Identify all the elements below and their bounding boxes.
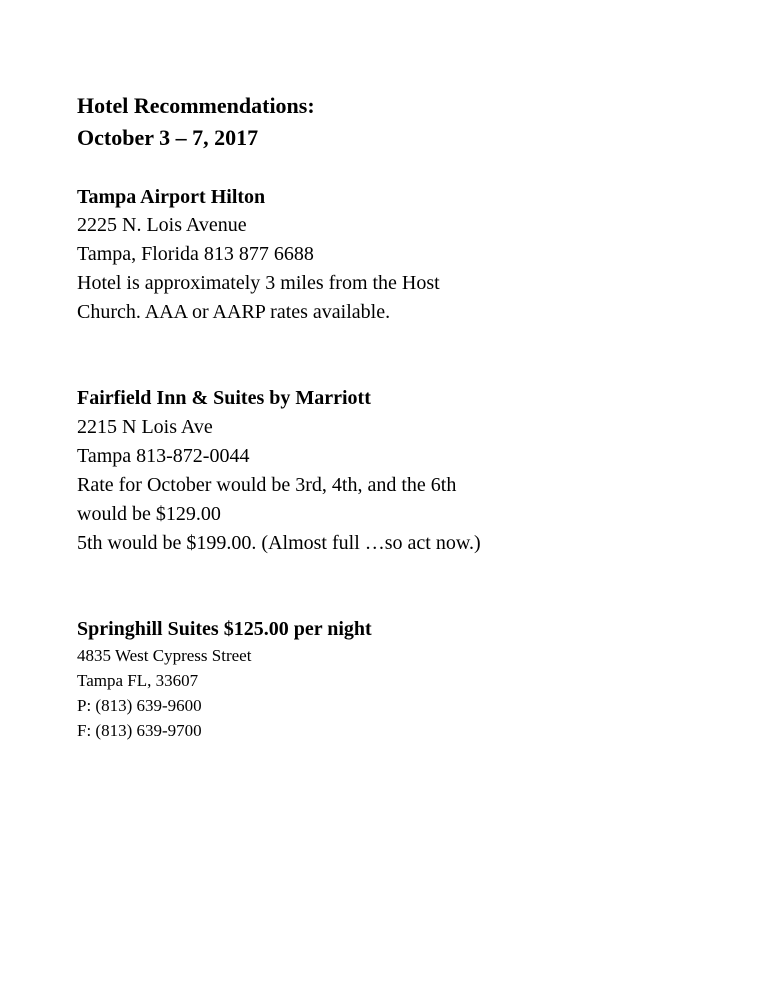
hotel-rate-fairfield-3: 5th would be $199.00. (Almost full …so act now.) xyxy=(77,532,481,554)
document-title: Hotel Recommendations: xyxy=(77,93,315,118)
hotel-name-springhill: Springhill Suites $125.00 per night xyxy=(77,618,372,640)
hotel-rate-fairfield-2: would be $129.00 xyxy=(77,503,221,525)
hotel-phone-springhill: P: (813) 639-9600 xyxy=(77,696,202,715)
hotel-phone-hilton: Tampa, Florida 813 877 6688 xyxy=(77,243,314,265)
hotel-city-springhill: Tampa FL, 33607 xyxy=(77,671,199,690)
hotel-note-hilton: Hotel is approximately 3 miles from the Host xyxy=(77,272,440,294)
hotel-phone-fairfield: Tampa 813-872-0044 xyxy=(77,445,250,467)
hotel-name-fairfield: Fairfield Inn & Suites by Marriott xyxy=(77,387,371,409)
hotel-address-springhill: 4835 West Cypress Street xyxy=(77,646,252,665)
hotel-fax-springhill: F: (813) 639-9700 xyxy=(77,721,202,740)
hotel-address-hilton: 2225 N. Lois Avenue xyxy=(77,214,247,236)
document-date-range: October 3 – 7, 2017 xyxy=(77,125,259,150)
hotel-name-hilton: Tampa Airport Hilton xyxy=(77,186,266,208)
hotel-address-fairfield: 2215 N Lois Ave xyxy=(77,416,213,438)
hotel-rate-fairfield: Rate for October would be 3rd, 4th, and the 6th xyxy=(77,474,457,496)
hotel-note-hilton-2: Church. AAA or AARP rates available. xyxy=(77,301,391,323)
